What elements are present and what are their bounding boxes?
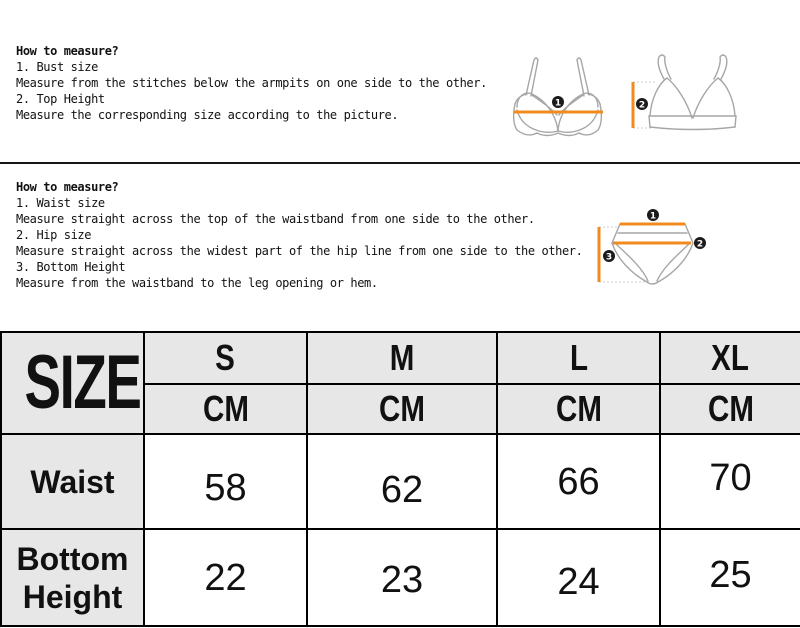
marker-2-icon <box>636 98 648 110</box>
marker-1-icon <box>647 209 659 221</box>
bikini-top-outline <box>649 55 736 130</box>
size-header-m: M <box>307 332 497 384</box>
waist-row <box>1 434 800 529</box>
bottom-height-row-label: Bottom Height <box>1 529 144 626</box>
svg-text:2: 2 <box>696 239 704 250</box>
size-table <box>0 331 800 627</box>
unit-cell-l: CM <box>497 384 660 434</box>
bikini-bottom-outline <box>612 224 693 284</box>
bottom-guide-desc-3: Measure from the waistband to the leg opening or hem. <box>16 276 378 290</box>
size-header-row <box>1 332 800 384</box>
waist-row-label: Waist <box>1 434 144 529</box>
waist-value-xl: 70 <box>660 434 800 529</box>
size-table-corner <box>1 332 144 434</box>
bottom-guide-item-2: 2. Hip size <box>16 228 92 242</box>
marker-3-icon <box>603 250 615 262</box>
section-divider <box>0 162 800 164</box>
svg-text:1: 1 <box>554 98 562 109</box>
bottom-guide-desc-1: Measure straight across the top of the waistband from one side to the other. <box>16 212 535 226</box>
bottom-guide-desc-2: Measure straight across the widest part of the hip line from one side to the other. <box>16 244 583 258</box>
top-guide-title: How to measure? <box>16 44 119 58</box>
waist-value-m: 62 <box>307 434 497 529</box>
bottom-guide-item-3: 3. Bottom Height <box>16 260 126 274</box>
bottom-height-row <box>1 529 800 626</box>
unit-cell-m: CM <box>307 384 497 434</box>
top-guide-desc-1: Measure from the stitches below the armpits on one side to the other. <box>16 76 487 90</box>
top-guide-item-1: 1. Bust size <box>16 60 98 74</box>
bottom-height-value-m: 23 <box>307 529 497 626</box>
size-table-title: SIZE <box>24 340 141 425</box>
bikini-top-illustration <box>625 52 745 137</box>
size-header-l: L <box>497 332 660 384</box>
bra-illustration <box>505 52 610 142</box>
waist-value-s: 58 <box>144 434 307 529</box>
bikini-bottom-illustration <box>590 205 715 290</box>
top-guide-item-2: 2. Top Height <box>16 92 105 106</box>
bottom-measure-guide-text <box>16 179 582 291</box>
marker-2-icon <box>694 237 706 249</box>
svg-text:1: 1 <box>649 211 657 222</box>
unit-cell-s: CM <box>144 384 307 434</box>
bottom-guide-item-1: 1. Waist size <box>16 196 105 210</box>
waist-value-l: 66 <box>497 434 660 529</box>
bottom-height-value-l: 24 <box>497 529 660 626</box>
size-header-s: S <box>144 332 307 384</box>
bottom-height-value-s: 22 <box>144 529 307 626</box>
bottom-guide-title: How to measure? <box>16 180 119 194</box>
svg-text:2: 2 <box>638 100 646 111</box>
marker-1-icon <box>552 96 564 108</box>
size-header-xl: XL <box>660 332 800 384</box>
top-guide-desc-2: Measure the corresponding size according to the picture. <box>16 108 399 122</box>
svg-text:3: 3 <box>605 252 613 263</box>
top-measure-guide-text <box>16 43 487 123</box>
bottom-height-value-xl: 25 <box>660 529 800 626</box>
unit-cell-xl: CM <box>660 384 800 434</box>
